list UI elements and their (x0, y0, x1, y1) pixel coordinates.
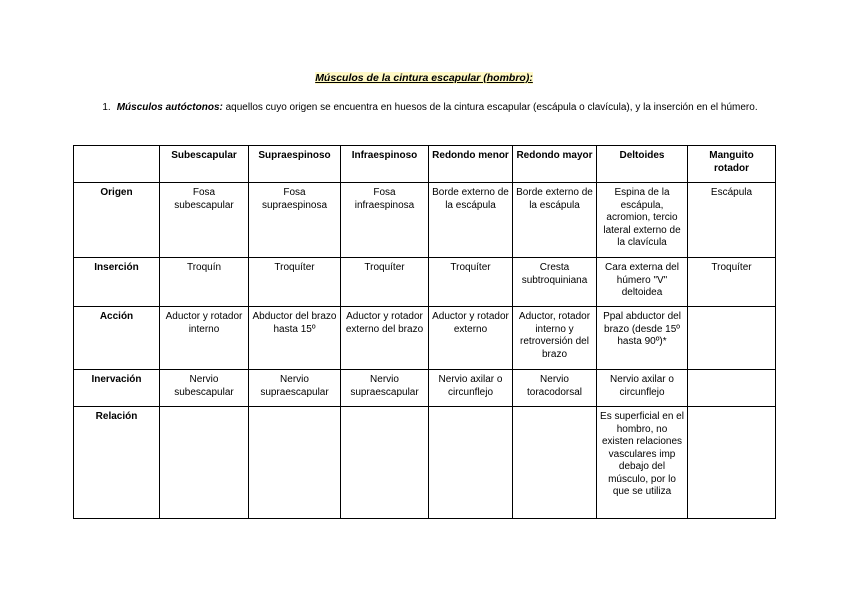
row-label: Inserción (74, 258, 160, 307)
table-cell: Cara externa del húmero "V" deltoidea (597, 258, 688, 307)
table-cell: Nervio axilar o circunflejo (429, 370, 513, 407)
table-cell: Troquíter (688, 258, 776, 307)
table-cell (688, 307, 776, 370)
table-row-relacion (74, 407, 776, 519)
table-row-inervacion (74, 370, 776, 407)
table-cell: Aductor y rotador externo del brazo (341, 307, 429, 370)
table-cell: Aductor y rotador interno (160, 307, 249, 370)
header-cell-subescapular: Subescapular (160, 146, 249, 183)
table-cell: Aductor y rotador externo (429, 307, 513, 370)
table-cell (249, 407, 341, 519)
row-label: Acción (74, 307, 160, 370)
header-cell-empty (74, 146, 160, 183)
table-cell: Abductor del brazo hasta 15º (249, 307, 341, 370)
table-cell: Fosa subescapular (160, 183, 249, 258)
table-cell (160, 407, 249, 519)
table-header-row (74, 146, 776, 183)
table-cell: Nervio supraescapular (249, 370, 341, 407)
header-cell-deltoides: Deltoides (597, 146, 688, 183)
table-cell: Fosa infraespinosa (341, 183, 429, 258)
header-cell-manguito-rotador: Manguito rotador (688, 146, 776, 183)
intro-text: aquellos cuyo origen se encuentra en huesos de la cintura escapular (escápula o clavícula), y la inserción en el húmero. (225, 102, 758, 113)
table-cell: Es superficial en el hombro, no existen relaciones vasculares imp debajo del músculo, por lo que se utiliza (597, 407, 688, 519)
table-cell: Troquíter (341, 258, 429, 307)
header-cell-supraespinoso: Supraespinoso (249, 146, 341, 183)
table-cell: Borde externo de la escápula (429, 183, 513, 258)
header-cell-redondo-menor: Redondo menor (429, 146, 513, 183)
table-cell: Nervio axilar o circunflejo (597, 370, 688, 407)
row-label: Inervación (74, 370, 160, 407)
header-cell-redondo-mayor: Redondo mayor (513, 146, 597, 183)
table-cell: Troquíter (249, 258, 341, 307)
row-label: Relación (74, 407, 160, 519)
table-row-accion (74, 307, 776, 370)
intro-bold-label: Músculos autóctonos: (116, 102, 223, 113)
table-cell: Cresta subtroquiniana (513, 258, 597, 307)
table-cell: Borde externo de la escápula (513, 183, 597, 258)
table-cell: Troquín (160, 258, 249, 307)
page-title-text: Músculos de la cintura escapular (hombro): (315, 72, 533, 84)
table-cell (513, 407, 597, 519)
table-row-origen (74, 183, 776, 258)
table-row-insercion (74, 258, 776, 307)
table-cell (688, 407, 776, 519)
header-cell-infraespinoso: Infraespinoso (341, 146, 429, 183)
table-cell: Espina de la escápula, acromion, tercio lateral externo de la clavícula (597, 183, 688, 258)
table-cell: Aductor, rotador interno y retroversión del brazo (513, 307, 597, 370)
table-cell: Escápula (688, 183, 776, 258)
muscle-table (73, 145, 776, 519)
table-cell: Nervio toracodorsal (513, 370, 597, 407)
table-cell (429, 407, 513, 519)
table-cell: Ppal abductor del brazo (desde 15º hasta 90º)* (597, 307, 688, 370)
table-cell: Fosa supraespinosa (249, 183, 341, 258)
intro-paragraph (80, 101, 780, 115)
table-cell (688, 370, 776, 407)
table-cell (341, 407, 429, 519)
row-label: Origen (74, 183, 160, 258)
list-number: 1. (102, 102, 111, 113)
page-title (0, 72, 848, 84)
table-cell: Nervio subescapular (160, 370, 249, 407)
table-cell: Nervio supraescapular (341, 370, 429, 407)
table-cell: Troquíter (429, 258, 513, 307)
